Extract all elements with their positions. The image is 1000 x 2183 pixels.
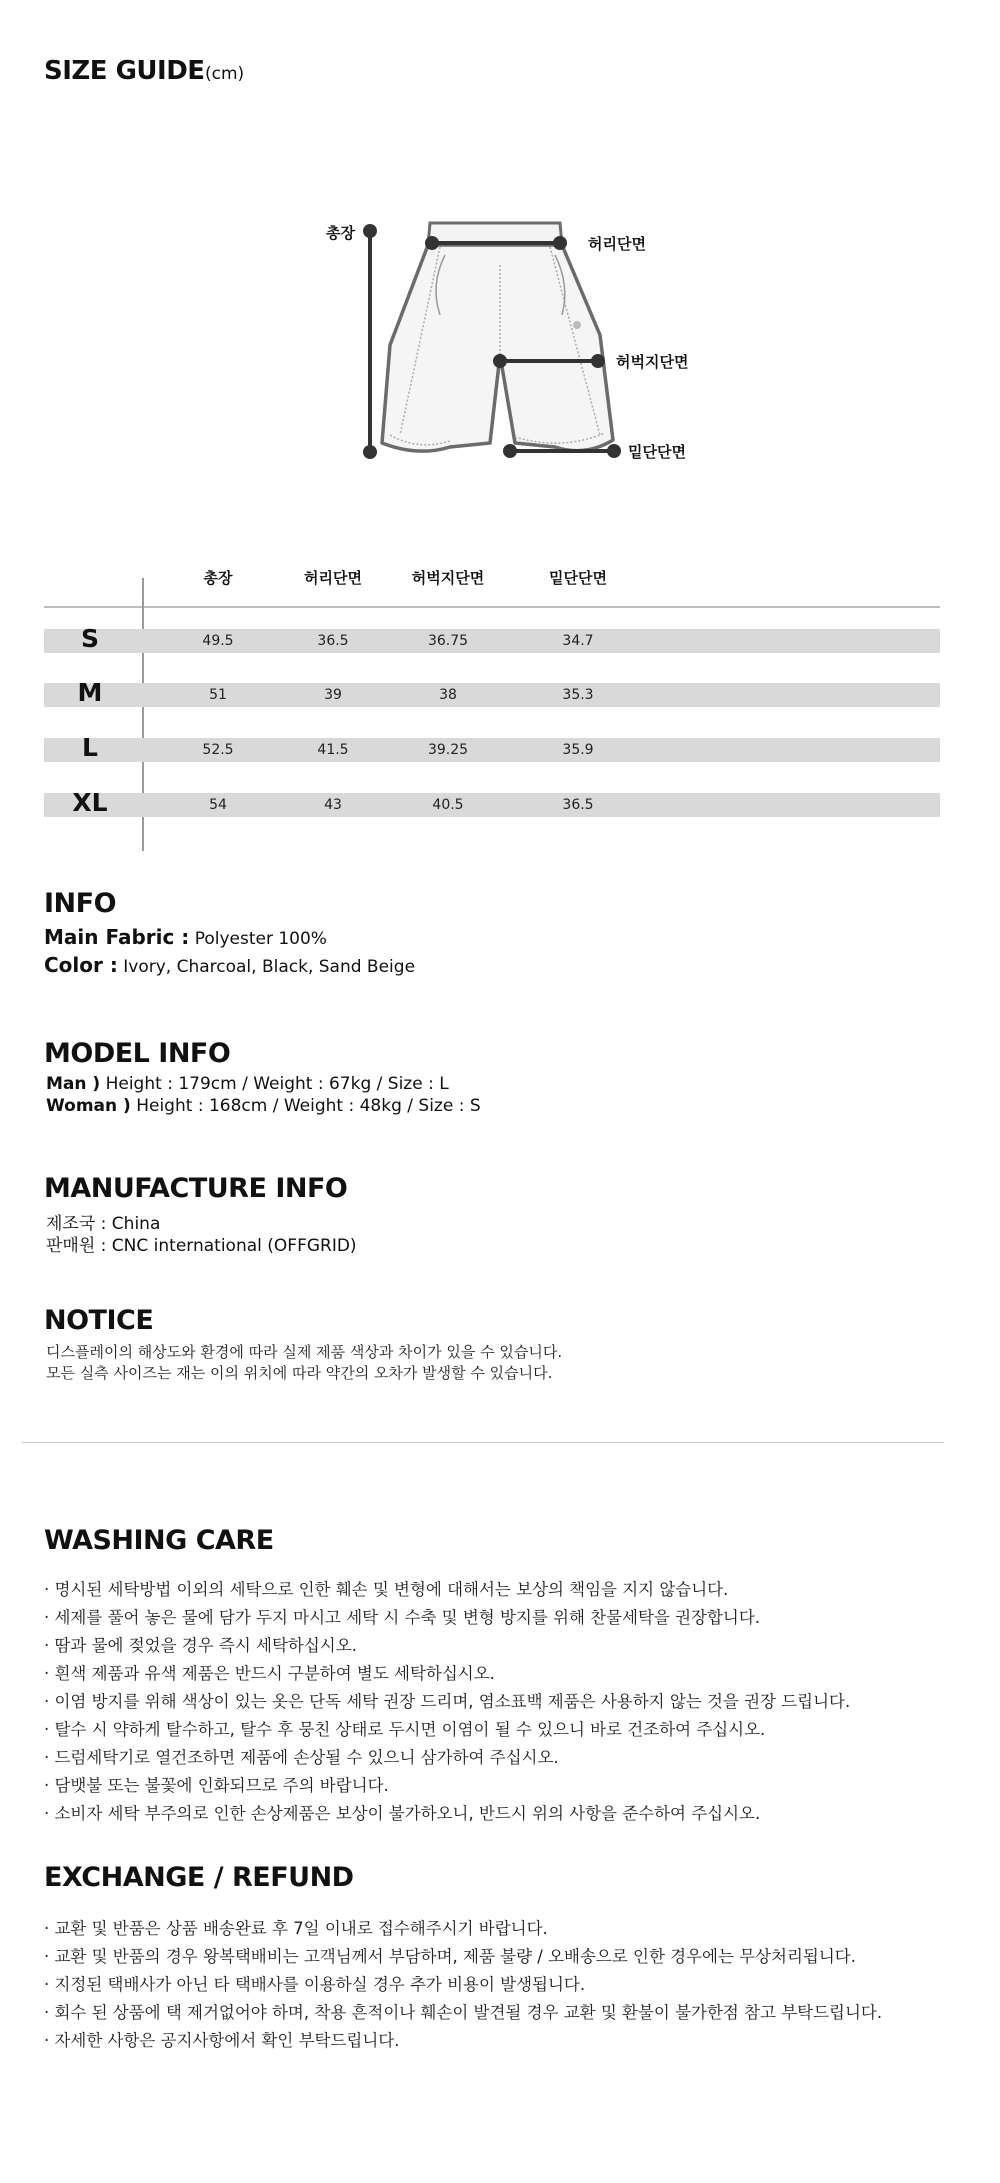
header-hem: 밑단단면: [549, 569, 607, 587]
list-item: · 자세한 사항은 공지사항에서 확인 부탁드립니다.: [44, 2031, 400, 2050]
model-woman: [46, 1096, 481, 1116]
fabric-label: Main Fabric :: [44, 925, 190, 949]
info-title: INFO: [44, 888, 117, 919]
table-cell: 36.75: [427, 633, 469, 649]
list-item: · 교환 및 반품의 경우 왕복택배비는 고객님께서 부담하며, 제품 불량 / 오배송으로 인한 경우에는 무상처리됩니다.: [44, 1947, 856, 1966]
info-fabric: [44, 925, 327, 949]
table-row-size: M: [77, 678, 103, 707]
list-item: · 이염 방지를 위해 색상이 있는 옷은 단독 세탁 권장 드리며, 염소표백 제품은 사용하지 않는 것을 권장 드립니다.: [44, 1692, 851, 1711]
table-cell: 35.3: [562, 687, 594, 703]
list-item: · 탈수 시 약하게 탈수하고, 탈수 후 뭉친 상태로 두시면 이염이 될 수 있으니 바로 건조하여 주십시오.: [44, 1720, 766, 1739]
man-value: Height : 179cm / Weight : 67kg / Size : L: [100, 1074, 449, 1094]
table-header-divider: [44, 606, 940, 608]
model-info-title: MODEL INFO: [44, 1038, 231, 1069]
woman-label: Woman ): [46, 1096, 131, 1116]
table-cell: 40.5: [432, 797, 464, 813]
table-cell: 34.7: [562, 633, 594, 649]
washing-care-list: [44, 1576, 944, 1828]
size-guide-title: SIZE GUIDE: [44, 56, 205, 86]
list-item: · 소비자 세탁 부주의로 인한 손상제품은 보상이 불가하오니, 반드시 위의 사항을 준수하여 주십시오.: [44, 1804, 761, 1823]
table-cell: 52.5: [202, 742, 234, 758]
label-total-length: 총장: [326, 224, 355, 242]
list-item: · 세제를 풀어 놓은 물에 담가 두지 마시고 세탁 시 수축 및 변형 방지를 위해 찬물세탁을 권장합니다.: [44, 1608, 761, 1627]
table-cell: 51: [209, 687, 227, 703]
color-label: Color :: [44, 953, 118, 977]
list-item: · 담뱃불 또는 불꽃에 인화되므로 주의 바랍니다.: [44, 1776, 389, 1795]
table-row-size: S: [80, 624, 99, 653]
list-item: · 드럼세탁기로 열건조하면 제품에 손상될 수 있으니 삼가하여 주십시오.: [44, 1748, 559, 1767]
label-waist: 허리단면: [588, 235, 646, 253]
model-man: [46, 1074, 449, 1094]
notice-title: NOTICE: [44, 1305, 154, 1336]
table-cell: 39: [324, 687, 342, 703]
notice-line-1: 디스플레이의 해상도와 환경에 따라 실제 제품 색상과 차이가 있을 수 있습니다.: [46, 1343, 563, 1361]
list-item: · 지정된 택배사가 아닌 타 택배사를 이용하실 경우 추가 비용이 발생됩니다.: [44, 1975, 586, 1994]
table-cell: 36.5: [562, 797, 594, 813]
list-item: · 교환 및 반품은 상품 배송완료 후 7일 이내로 접수해주시기 바랍니다.: [44, 1919, 548, 1938]
man-label: Man ): [46, 1074, 101, 1094]
exchange-refund-title: EXCHANGE / REFUND: [44, 1862, 354, 1893]
table-cell: 39.25: [427, 742, 469, 758]
manufacture-info-title: MANUFACTURE INFO: [44, 1173, 348, 1204]
label-hem: 밑단단면: [628, 443, 686, 461]
table-cell: 43: [324, 797, 342, 813]
list-item: · 명시된 세탁방법 이외의 세탁으로 인한 훼손 및 변형에 대해서는 보상의 책임을 지지 않습니다.: [44, 1580, 729, 1599]
size-guide-unit: (cm): [205, 64, 245, 84]
table-cell: 35.9: [562, 742, 594, 758]
info-color: [44, 953, 415, 977]
table-cell: 36.5: [317, 633, 349, 649]
list-item: · 회수 된 상품에 택 제거없어야 하며, 착용 흔적이나 훼손이 발견될 경우 교환 및 환불이 불가한점 참고 부탁드립니다.: [44, 2003, 883, 2022]
header-total-length: 총장: [203, 569, 233, 587]
list-item: · 땀과 물에 젖었을 경우 즉시 세탁하십시오.: [44, 1636, 357, 1655]
table-row-size: L: [82, 733, 98, 762]
section-divider: [22, 1442, 944, 1443]
manufacture-origin: 제조국 : China: [46, 1214, 161, 1234]
header-thigh: 허벅지단면: [411, 569, 485, 587]
exchange-refund-list: [44, 1915, 944, 2055]
color-value: Ivory, Charcoal, Black, Sand Beige: [117, 957, 416, 977]
fabric-value: Polyester 100%: [189, 929, 327, 949]
table-row-size: XL: [72, 788, 108, 817]
table-cell: 54: [209, 797, 227, 813]
table-cell: 49.5: [202, 633, 234, 649]
label-thigh: 허벅지단면: [616, 353, 689, 371]
list-item: · 흰색 제품과 유색 제품은 반드시 구분하여 별도 세탁하십시오.: [44, 1664, 495, 1683]
washing-care-title: WASHING CARE: [44, 1525, 274, 1556]
table-cell: 41.5: [317, 742, 349, 758]
table-cell: 38: [439, 687, 457, 703]
woman-value: Height : 168cm / Weight : 48kg / Size : S: [130, 1096, 481, 1116]
shorts-illustration: [382, 223, 613, 451]
manufacture-seller: 판매원 : CNC international (OFFGRID): [46, 1236, 357, 1256]
notice-line-2: 모든 실측 사이즈는 재는 이의 위치에 따라 약간의 오차가 발생할 수 있습니다.: [46, 1364, 553, 1382]
header-waist: 허리단면: [304, 569, 362, 587]
